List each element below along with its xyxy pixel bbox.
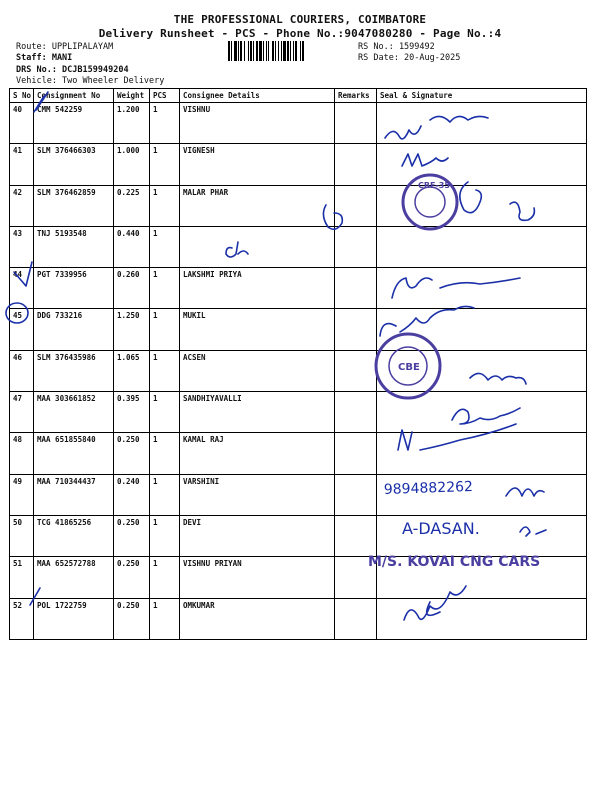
cell-weight: 0.250 — [114, 515, 150, 556]
handwritten-phone-49: 9894882262 — [383, 478, 474, 498]
cell-remarks — [335, 474, 377, 515]
cell-remarks — [335, 392, 377, 433]
table-row — [10, 185, 587, 226]
cell-consignment: PGT 7339956 — [34, 268, 114, 309]
column-header: PCS — [150, 89, 180, 103]
cell-consignment: DDG 733216 — [34, 309, 114, 350]
runsheet-table — [9, 88, 587, 640]
cell-signature — [377, 268, 587, 309]
cell-remarks — [335, 350, 377, 391]
cell-sno: 46 — [10, 350, 34, 391]
handwritten-name-50: A-DASAN. — [402, 519, 480, 538]
cell-signature — [377, 598, 587, 639]
staff-label: Staff: MANI — [16, 53, 73, 63]
table-row — [10, 103, 587, 144]
cell-consignment: TCG 41865256 — [34, 515, 114, 556]
vehicle-label: Vehicle: Two Wheeler Delivery — [16, 76, 165, 86]
cell-pcs: 1 — [150, 226, 180, 267]
cell-consignee: OMKUMAR — [180, 598, 335, 639]
cell-consignee: MALAR PHAR — [180, 185, 335, 226]
cell-pcs: 1 — [150, 268, 180, 309]
cell-pcs: 1 — [150, 433, 180, 474]
cell-consignee: DEVI — [180, 515, 335, 556]
cell-signature — [377, 103, 587, 144]
cell-sno: 49 — [10, 474, 34, 515]
route-label: Route: UPPLIPALAYAM — [16, 42, 114, 52]
table-row — [10, 226, 587, 267]
column-header: S No — [10, 89, 34, 103]
cell-consignee: KAMAL RAJ — [180, 433, 335, 474]
cell-consignee: ACSEN — [180, 350, 335, 391]
cell-weight: 0.395 — [114, 392, 150, 433]
cell-sno: 50 — [10, 515, 34, 556]
column-header: Consignee Details — [180, 89, 335, 103]
cell-remarks — [335, 515, 377, 556]
page-title: THE PROFESSIONAL COURIERS, COIMBATORE — [173, 13, 427, 26]
cell-weight: 0.440 — [114, 226, 150, 267]
cell-pcs: 1 — [150, 309, 180, 350]
cell-weight: 0.250 — [114, 557, 150, 598]
table-row — [10, 268, 587, 309]
cell-remarks — [335, 103, 377, 144]
table-row — [10, 144, 587, 185]
table-row — [10, 433, 587, 474]
cell-signature — [377, 557, 587, 598]
cell-pcs: 1 — [150, 144, 180, 185]
rs-date: RS Date: 20-Aug-2025 — [358, 53, 461, 63]
table-header-row — [10, 89, 587, 103]
cell-sno: 48 — [10, 433, 34, 474]
cell-weight: 1.065 — [114, 350, 150, 391]
cell-sno: 40 — [10, 103, 34, 144]
cell-signature — [377, 350, 587, 391]
cell-consignment: POL 1722759 — [34, 598, 114, 639]
table-row — [10, 350, 587, 391]
cell-sno: 44 — [10, 268, 34, 309]
cell-consignment: SLM 376462859 — [34, 185, 114, 226]
cell-consignee: VISHNU PRIYAN — [180, 557, 335, 598]
cell-consignee: SANDHIYAVALLI — [180, 392, 335, 433]
cell-consignment: TNJ 5193548 — [34, 226, 114, 267]
cell-sno: 47 — [10, 392, 34, 433]
cell-weight: 1.000 — [114, 144, 150, 185]
cell-remarks — [335, 433, 377, 474]
runsheet-subtitle: Delivery Runsheet - PCS - Phone No.:9047080280 - Page No.:4 — [98, 27, 502, 40]
cell-remarks — [335, 309, 377, 350]
drs-number: DRS No.: DCJB159949204 — [16, 65, 129, 75]
cell-consignment: SLM 376435986 — [34, 350, 114, 391]
barcode — [228, 41, 354, 61]
cell-remarks — [335, 598, 377, 639]
cell-signature — [377, 144, 587, 185]
cell-consignee: VIGNESH — [180, 144, 335, 185]
cell-weight: 0.250 — [114, 433, 150, 474]
cell-sno: 41 — [10, 144, 34, 185]
cell-sno: 51 — [10, 557, 34, 598]
cell-consignment: MAA 652572788 — [34, 557, 114, 598]
table-row — [10, 392, 587, 433]
cell-consignment: MAA 303661852 — [34, 392, 114, 433]
cell-signature — [377, 309, 587, 350]
cell-weight: 0.240 — [114, 474, 150, 515]
cell-remarks — [335, 557, 377, 598]
cell-pcs: 1 — [150, 598, 180, 639]
table-row — [10, 309, 587, 350]
cell-weight: 0.250 — [114, 598, 150, 639]
cell-pcs: 1 — [150, 185, 180, 226]
cell-consignee: VISHNU — [180, 103, 335, 144]
column-header: Consignment No — [34, 89, 114, 103]
rs-number: RS No.: 1599492 — [358, 42, 435, 52]
cell-consignment: SLM 376466303 — [34, 144, 114, 185]
cell-remarks — [335, 268, 377, 309]
cell-signature — [377, 392, 587, 433]
cell-pcs: 1 — [150, 392, 180, 433]
cell-sno: 42 — [10, 185, 34, 226]
cell-consignee — [180, 226, 335, 267]
column-header: Weight — [114, 89, 150, 103]
stamp-text-cbe2: CBE-35 — [418, 181, 450, 190]
cell-consignment: CMM 542259 — [34, 103, 114, 144]
cell-remarks — [335, 226, 377, 267]
cell-pcs: 1 — [150, 103, 180, 144]
table-row — [10, 557, 587, 598]
cell-consignee: MUKIL — [180, 309, 335, 350]
cell-signature — [377, 474, 587, 515]
cell-weight: 1.250 — [114, 309, 150, 350]
cell-consignee: VARSHINI — [180, 474, 335, 515]
table-row — [10, 515, 587, 556]
cell-remarks — [335, 185, 377, 226]
stamp-text-kovai: M/S. KOVAI CNG CARS — [368, 554, 541, 570]
column-header: Seal & Signature — [377, 89, 587, 103]
cell-pcs: 1 — [150, 515, 180, 556]
stamp-text-cbe: CBE — [398, 362, 420, 373]
cell-weight: 1.200 — [114, 103, 150, 144]
cell-consignment: MAA 710344437 — [34, 474, 114, 515]
cell-signature — [377, 226, 587, 267]
cell-sno: 43 — [10, 226, 34, 267]
column-header: Remarks — [335, 89, 377, 103]
cell-consignment: MAA 651855840 — [34, 433, 114, 474]
table-row — [10, 474, 587, 515]
cell-pcs: 1 — [150, 557, 180, 598]
cell-remarks — [335, 144, 377, 185]
cell-weight: 0.225 — [114, 185, 150, 226]
cell-signature — [377, 185, 587, 226]
cell-consignee: LAKSHMI PRIYA — [180, 268, 335, 309]
cell-weight: 0.260 — [114, 268, 150, 309]
cell-pcs: 1 — [150, 474, 180, 515]
cell-sno: 45 — [10, 309, 34, 350]
cell-signature — [377, 433, 587, 474]
cell-sno: 52 — [10, 598, 34, 639]
cell-pcs: 1 — [150, 350, 180, 391]
cell-signature — [377, 515, 587, 556]
table-row — [10, 598, 587, 639]
